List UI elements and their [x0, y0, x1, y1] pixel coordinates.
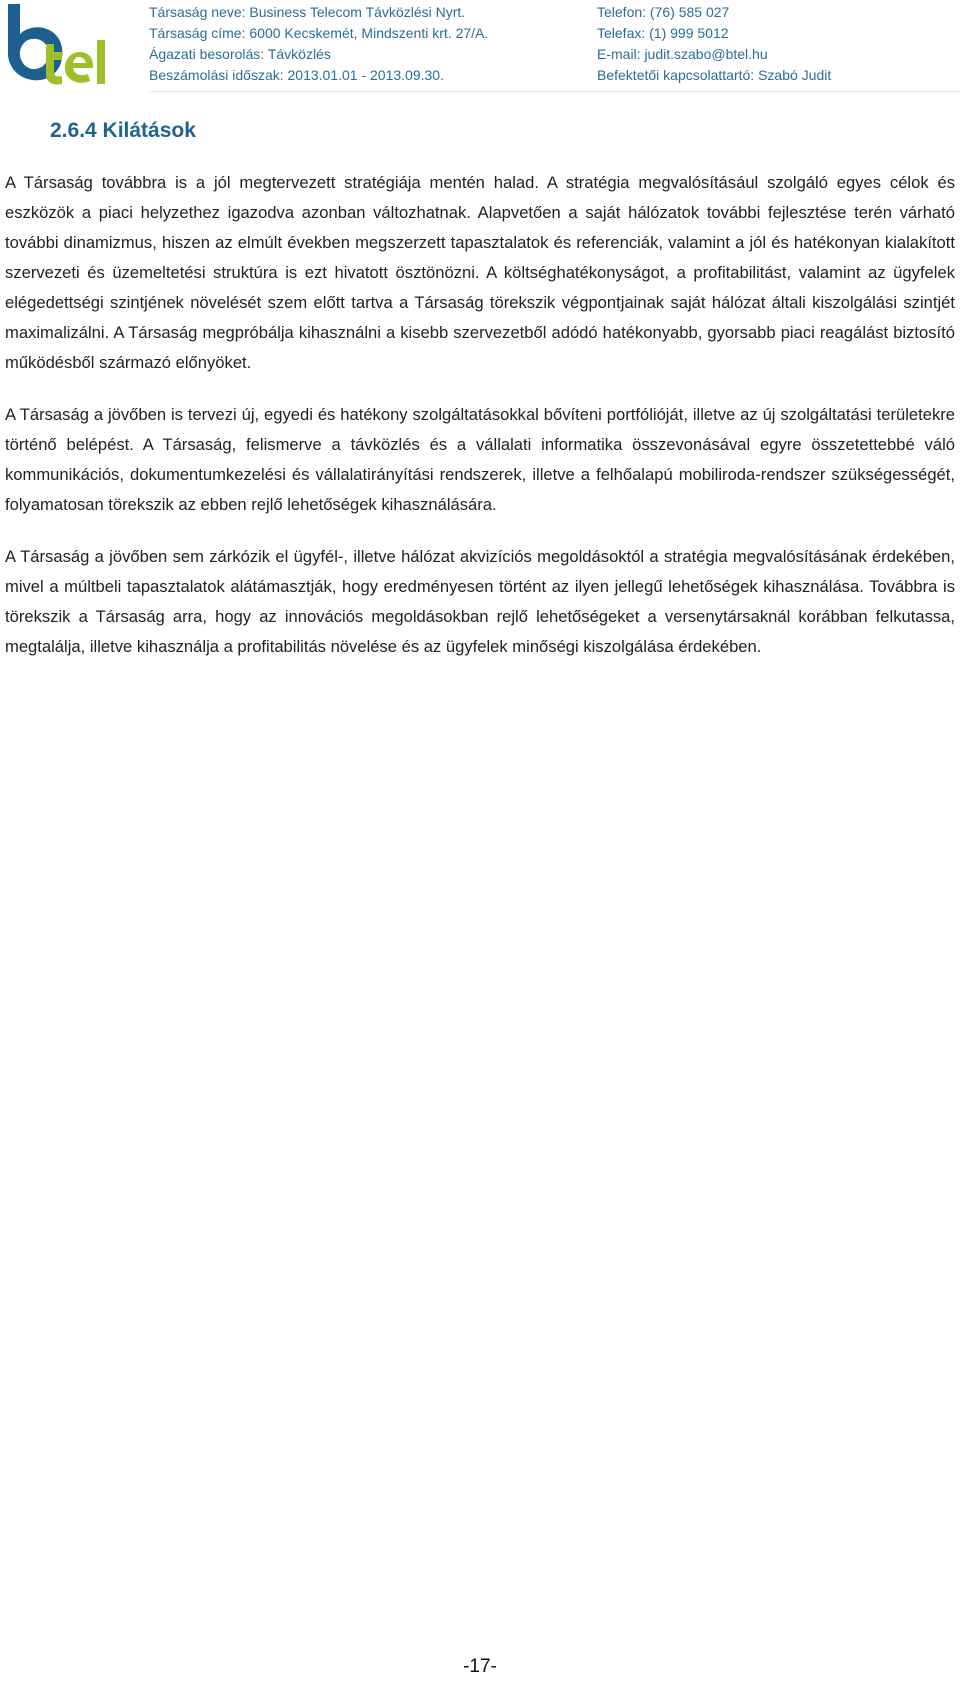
reporting-period: Beszámolási időszak: 2013.01.01 - 2013.09.30. [149, 67, 444, 83]
paragraph-strategy: A Társaság továbbra is a jól megtervezett stratégiája mentén halad. A stratégia megvalósításául szolgáló egyes célok és eszközök a piaci helyzethez igazodva azonban változhatnak. Alapvetően a saját hálózatok további fejlesztése terén várható további dinamizmus, hiszen az elmúlt években megszerzett tapasztalatok és referenciák, valamint a jól és hatékonyan kialakított szervezeti és üzemeltetési struktúra is ezt hivatott ösztönözni. A költséghatékonyságot, a profitabilitást, valamint az ügyfelek elégedettségi szintjének növelését szem előtt tartva a Társaság törekszik végpontjainak saját hálózat általi kiszolgálási szintjét maximalizálni. A Társaság megpróbálja kihasználni a kisebb szervezetből adódó hatékonyabb, gyorsabb piaci reagálást biztosító működésből származó előnyöket. [5, 173, 955, 372]
section-title: 2.6.4 Kilátások [50, 119, 196, 142]
paragraph-acquisitions: A Társaság a jövőben sem zárkózik el ügyfél-, illetve hálózat akvizíciós megoldásoktól a stratégia megvalósításának érdekében, mivel a múltbeli tapasztalatok alátámasztják, hogy eredményesen történt az ilyen jellegű lehetőségek kihasználása. Továbbra is törekszik a Társaság arra, hogy az innovációs megoldásokban rejlő lehetőségeket a versenytársaknál korábban felkutassa, megtalálja, illetve kihasználja a profitabilitás növelése és az ügyfelek minőségi kiszolgálása érdekében. [5, 547, 955, 656]
contact-info [597, 2, 831, 86]
investor-contact: Befektetői kapcsolattartó: Szabó Judit [597, 67, 832, 83]
email-link[interactable]: E-mail: judit.szabo@btel.hu [597, 46, 768, 62]
company-info [149, 2, 488, 86]
btel-logo [2, 0, 114, 90]
phone: Telefon: (76) 585 027 [597, 4, 730, 20]
industry-classification: Ágazati besorolás: Távközlés [149, 46, 331, 62]
header-divider [149, 91, 960, 92]
section-body [5, 168, 955, 684]
page-header [0, 0, 960, 94]
fax: Telefax: (1) 999 5012 [597, 25, 729, 41]
page-number: -17- [463, 1656, 497, 1677]
paragraph-services: A Társaság a jövőben is tervezi új, egyedi és hatékony szolgáltatásokkal bővíteni portfólióját, illetve az új szolgáltatási területekre történő belépést. A Társaság, felismerve a távközlés és a vállalati informatika összevonásával egyre összetettebbé váló kommunikációs, dokumentumkezelési és vállalatirányítási rendszerek, illetve a felhőalapú mobiliroda-rendszer szükségességét, folyamatosan törekszik az ebben rejlő lehetőségek kihasználására. [5, 405, 955, 514]
company-name: Társaság neve: Business Telecom Távközlési Nyrt. [149, 4, 466, 20]
company-address: Társaság címe: 6000 Kecskemét, Mindszenti krt. 27/A. [149, 25, 489, 41]
